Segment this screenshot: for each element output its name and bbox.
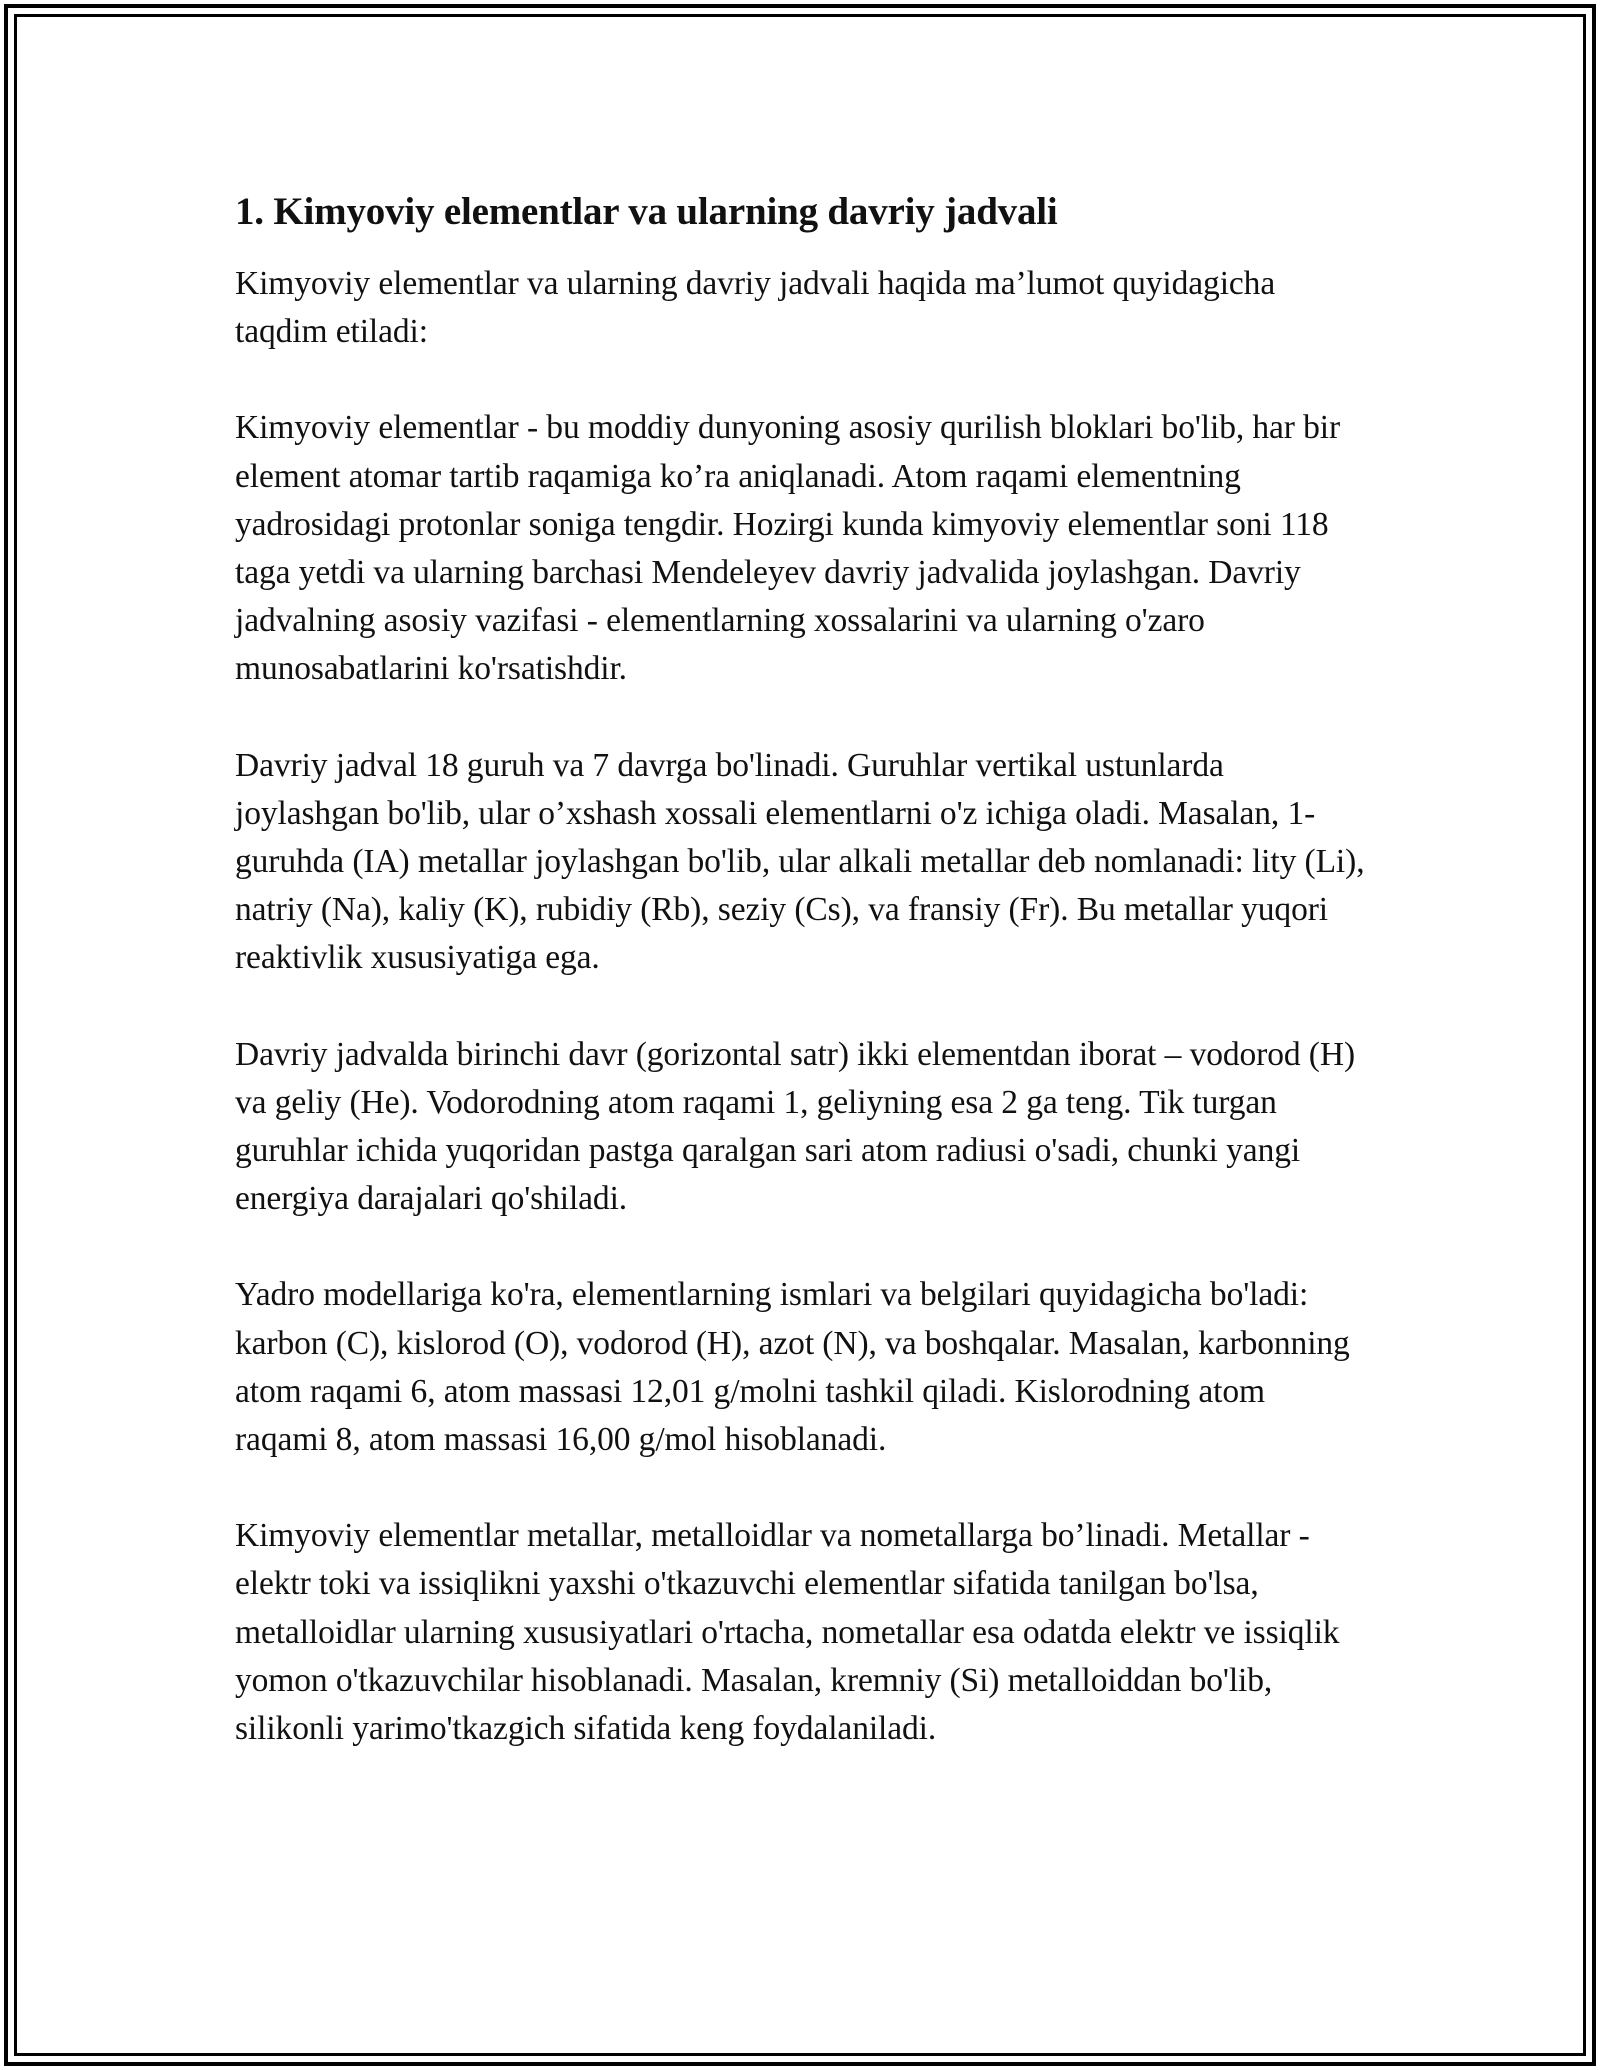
paragraph-periods: Davriy jadvalda birinchi davr (gorizontal satr) ikki elementdan iborat – vodorod (H) va geliy (He). Vodorodning atom raqami 1, geliyning esa 2 ga teng. Tik turgan guruhlar ichida yuqoridan pastga qaralgan sari atom radiusi o'sadi, chunki yangi energiya darajalari qo'shiladi. — [235, 1035, 1356, 1218]
paragraph-symbols: Yadro modellariga ko'ra, elementlarning ismlari va belgilari quyidagicha bo'ladi: karbon (C), kislorod (O), vodorod (H), azot (N), va boshqalar. Masalan, karbonning atom raqami 6, atom massasi 12,01 g/molni tashkil qiladi. Kislorodning atom raqami 8, atom massasi 16,00 g/mol hisoblanadi. — [235, 1276, 1350, 1459]
paragraph-intro: Kimyoviy elementlar va ularning davriy jadvali haqida ma’lumot quyidagicha taqdim etiladi: — [235, 265, 1276, 351]
document-body — [235, 188, 1365, 1801]
paragraph-elements: Kimyoviy elementlar - bu moddiy dunyoning asosiy qurilish bloklari bo'lib, har bir element atomar tartib raqamiga ko’ra aniqlanadi. Atom raqami elementning yadrosidagi protonlar soniga tengdir. Hozirgi kunda kimyoviy elementlar soni 118 taga yetdi va ularning barchasi Mendeleyev davriy jadvalida joylashgan. Davriy jadvalning asosiy vazifasi - elementlarning xossalarini va ularning o'zaro munosabatlarini ko'rsatishdir. — [235, 409, 1341, 688]
paragraph-groups: Davriy jadval 18 guruh va 7 davrga bo'linadi. Guruhlar vertikal ustunlarda joylashgan bo'lib, ular o’xshash xossali elementlarni o'z ichiga oladi. Masalan, 1-guruhda (IA) metallar joylashgan bo'lib, ular alkali metallar deb nomlanadi: lity (Li), natriy (Na), kaliy (K), rubidiy (Rb), seziy (Cs), va fransiy (Fr). Bu metallar yuqori reaktivlik xususiyatiga ega. — [235, 746, 1365, 977]
paragraph-classification: Kimyoviy elementlar metallar, metalloidlar va nometallarga bo’linadi. Metallar - elektr toki va issiqlikni yaxshi o'tkazuvchi elementlar sifatida tanilgan bo'lsa, metalloidlar ularning xususiyatlari o'rtacha, nometallar esa odatda elektr ve issiqlik yomon o'tkazuvchilar hisoblanadi. Masalan, kremniy (Si) metalloiddan bo'lib, silikonli yarimo'tkazgich sifatida keng foydalaniladi. — [235, 1517, 1340, 1748]
section-heading: 1. Kimyoviy elementlar va ularning davriy jadvali — [235, 190, 1058, 233]
